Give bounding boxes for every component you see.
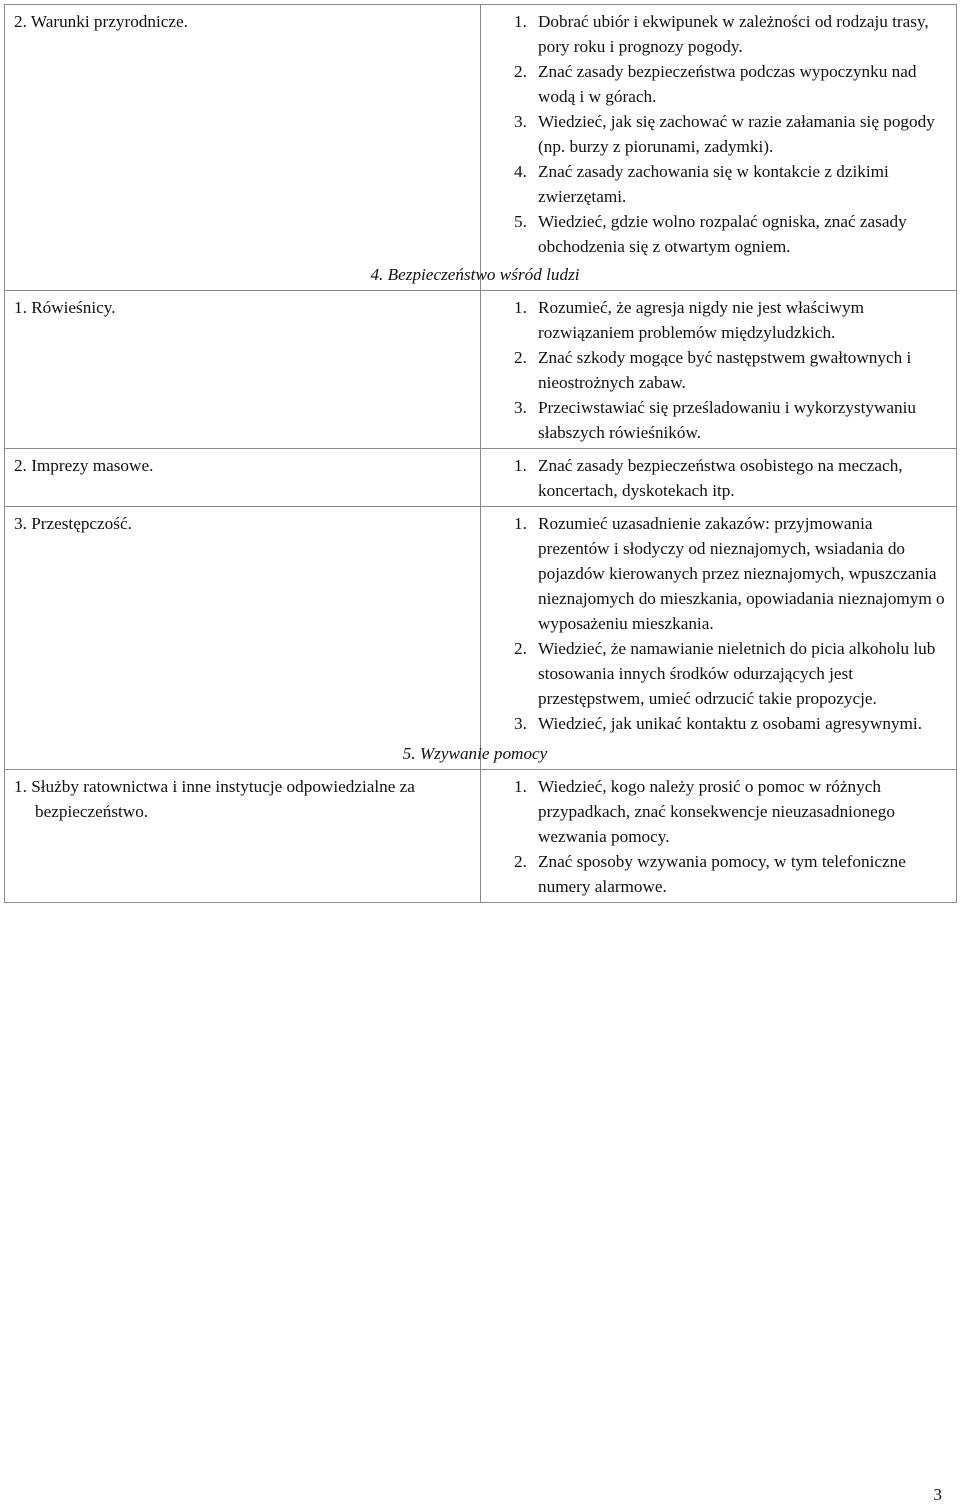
requirements-cell <box>481 770 957 903</box>
list-item: 5. Wiedzieć, gdzie wolno rozpalać ogniska, znać zasady obchodzenia się z otwartym ogniem. <box>514 212 907 256</box>
list-item: 2. Znać szkody mogące być następstwem gwałtownych i nieostrożnych zabaw. <box>514 348 912 392</box>
section-heading: 5. Wzywanie pomocy <box>402 744 548 763</box>
requirements-list <box>514 295 948 445</box>
requirements-cell <box>481 291 957 449</box>
requirements-list <box>514 511 948 736</box>
topic-cell <box>5 770 481 903</box>
list-item: 1. Dobrać ubiór i ekwipunek w zależności od rodzaju trasy, pory roku i prognozy pogody. <box>514 12 929 56</box>
table-row <box>5 5 957 291</box>
section-heading: 4. Bezpieczeństwo wśród ludzi <box>370 265 580 284</box>
topic-text: 2. Warunki przyrodnicze. <box>14 12 188 31</box>
list-item: 2. Wiedzieć, że namawianie nieletnich do picia alkoholu lub stosowania innych środków odurzających jest przestępstwem, umieć odrzucić takie propozycje. <box>514 639 936 708</box>
list-item: 1. Wiedzieć, kogo należy prosić o pomoc w różnych przypadkach, znać konsekwencje nieuzasadnionego wezwania pomocy. <box>514 777 895 846</box>
table-row <box>5 770 957 903</box>
list-item: 2. Znać sposoby wzywania pomocy, w tym telefoniczne numery alarmowe. <box>514 852 906 896</box>
table-row <box>5 291 957 449</box>
topic-cell <box>5 291 481 449</box>
requirements-cell <box>481 449 957 507</box>
topic-cell <box>5 449 481 507</box>
requirements-list <box>514 9 948 259</box>
topic-cell <box>5 5 481 291</box>
list-item: 4. Znać zasady zachowania się w kontakcie z dzikimi zwierzętami. <box>514 162 889 206</box>
table-row <box>5 507 957 770</box>
list-item: 3. Przeciwstawiać się prześladowaniu i wykorzystywaniu słabszych rówieśników. <box>514 398 917 442</box>
list-item: 1. Rozumieć uzasadnienie zakazów: przyjmowania prezentów i słodyczy od nieznajomych, wsiadania do pojazdów kierowanych przez nieznajomych, wpuszczania nieznajomych do mieszkania, opowiadania nieznajomym o wyposażeniu mieszkania. <box>514 514 945 633</box>
list-item: 1. Znać zasady bezpieczeństwa osobistego na meczach, koncertach, dyskotekach itp. <box>514 456 903 500</box>
topic-text: 3. Przestępczość. <box>14 514 132 533</box>
topic-text: 1. Służby ratownictwa i inne instytucje odpowiedzialne za bezpieczeństwo. <box>14 777 415 821</box>
topic-text: 1. Rówieśnicy. <box>14 298 116 317</box>
list-item: 3. Wiedzieć, jak unikać kontaktu z osobami agresywnymi. <box>514 714 922 733</box>
requirements-cell <box>370 5 957 291</box>
page-number: 3 <box>933 1485 942 1504</box>
requirements-cell <box>402 507 957 770</box>
topic-cell <box>5 507 481 770</box>
table-row <box>5 449 957 507</box>
requirements-list <box>514 453 948 503</box>
requirements-list <box>514 774 948 899</box>
list-item: 1. Rozumieć, że agresja nigdy nie jest właściwym rozwiązaniem problemów międzyludzkich. <box>514 298 864 342</box>
curriculum-table <box>4 4 957 903</box>
topic-text: 2. Imprezy masowe. <box>14 456 154 475</box>
list-item: 2. Znać zasady bezpieczeństwa podczas wypoczynku nad wodą i w górach. <box>514 62 917 106</box>
list-item: 3. Wiedzieć, jak się zachować w razie załamania się pogody (np. burzy z piorunami, zadymki). <box>514 112 935 156</box>
